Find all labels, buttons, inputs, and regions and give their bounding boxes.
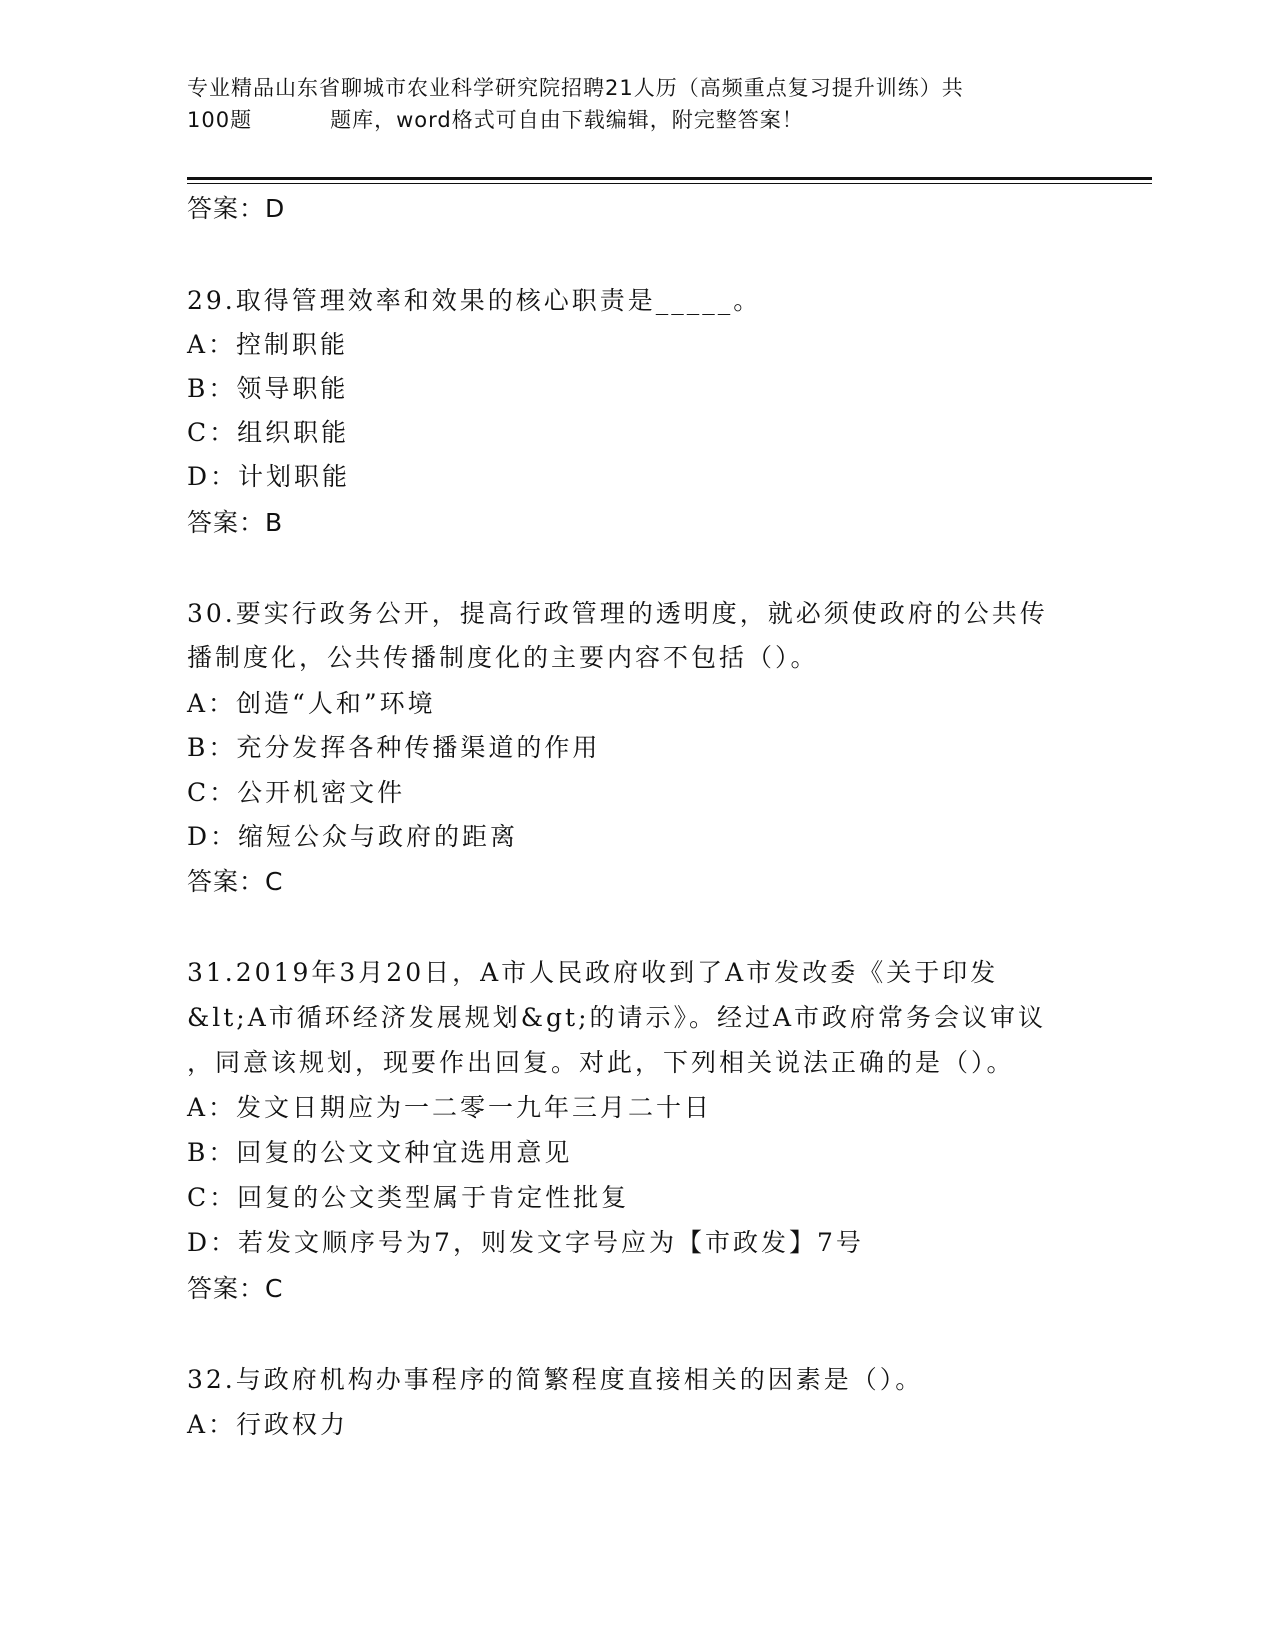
question-31-text-line-1: 31.2019年3月20日，A市人民政府收到了A市发改委《关于印发 [187, 958, 999, 987]
question-29-option-c: C：组织职能 [187, 418, 350, 447]
answer-previous: 答案：D [187, 194, 286, 223]
question-30-option-b: B：充分发挥各种传播渠道的作用 [187, 733, 601, 762]
header-divider-thin [187, 183, 1152, 184]
header-description: 题库，word格式可自由下载编辑，附完整答案！ [330, 108, 804, 132]
question-30-answer: 答案：C [187, 867, 284, 896]
header-divider-thick [187, 177, 1152, 180]
question-29-option-d: D：计划职能 [187, 462, 351, 491]
question-31-option-a: A：发文日期应为一二零一九年三月二十日 [187, 1093, 713, 1122]
question-31-option-c: C：回复的公文类型属于肯定性批复 [187, 1183, 630, 1212]
question-30-option-c: C：公开机密文件 [187, 778, 406, 807]
header-count: 100题 [187, 108, 253, 132]
question-29-answer: 答案：B [187, 508, 284, 537]
header-line-2 [187, 104, 1087, 136]
question-31-text-line-2: &lt;A市循环经济发展规划&gt;的请示》。经过A市政府常务会议审议 [187, 1003, 1047, 1032]
question-29-option-a: A：控制职能 [187, 330, 349, 359]
question-32-option-a: A：行政权力 [187, 1410, 349, 1439]
question-31-text-line-3: ，同意该规划，现要作出回复。对此，下列相关说法正确的是（）。 [187, 1048, 1015, 1077]
question-30-text-line-1: 30.要实行政务公开，提高行政管理的透明度，就必须使政府的公共传 [187, 599, 1048, 628]
question-30-option-a: A：创造“人和”环境 [187, 689, 436, 718]
question-30-text-line-2: 播制度化，公共传播制度化的主要内容不包括（）。 [187, 643, 819, 672]
question-31-answer: 答案：C [187, 1274, 284, 1303]
page-header [187, 72, 1087, 136]
question-29-text: 29.取得管理效率和效果的核心职责是_____。 [187, 286, 762, 315]
header-line-1: 专业精品山东省聊城市农业科学研究院招聘21人历（高频重点复习提升训练）共 [187, 76, 964, 100]
question-30-option-d: D：缩短公众与政府的距离 [187, 822, 519, 851]
question-31-option-d: D：若发文顺序号为7，则发文字号应为【市政发】7号 [187, 1228, 864, 1257]
question-29-option-b: B：领导职能 [187, 374, 349, 403]
question-32-text: 32.与政府机构办事程序的简繁程度直接相关的因素是（）。 [187, 1365, 924, 1394]
question-31-option-b: B：回复的公文文种宜选用意见 [187, 1138, 573, 1167]
